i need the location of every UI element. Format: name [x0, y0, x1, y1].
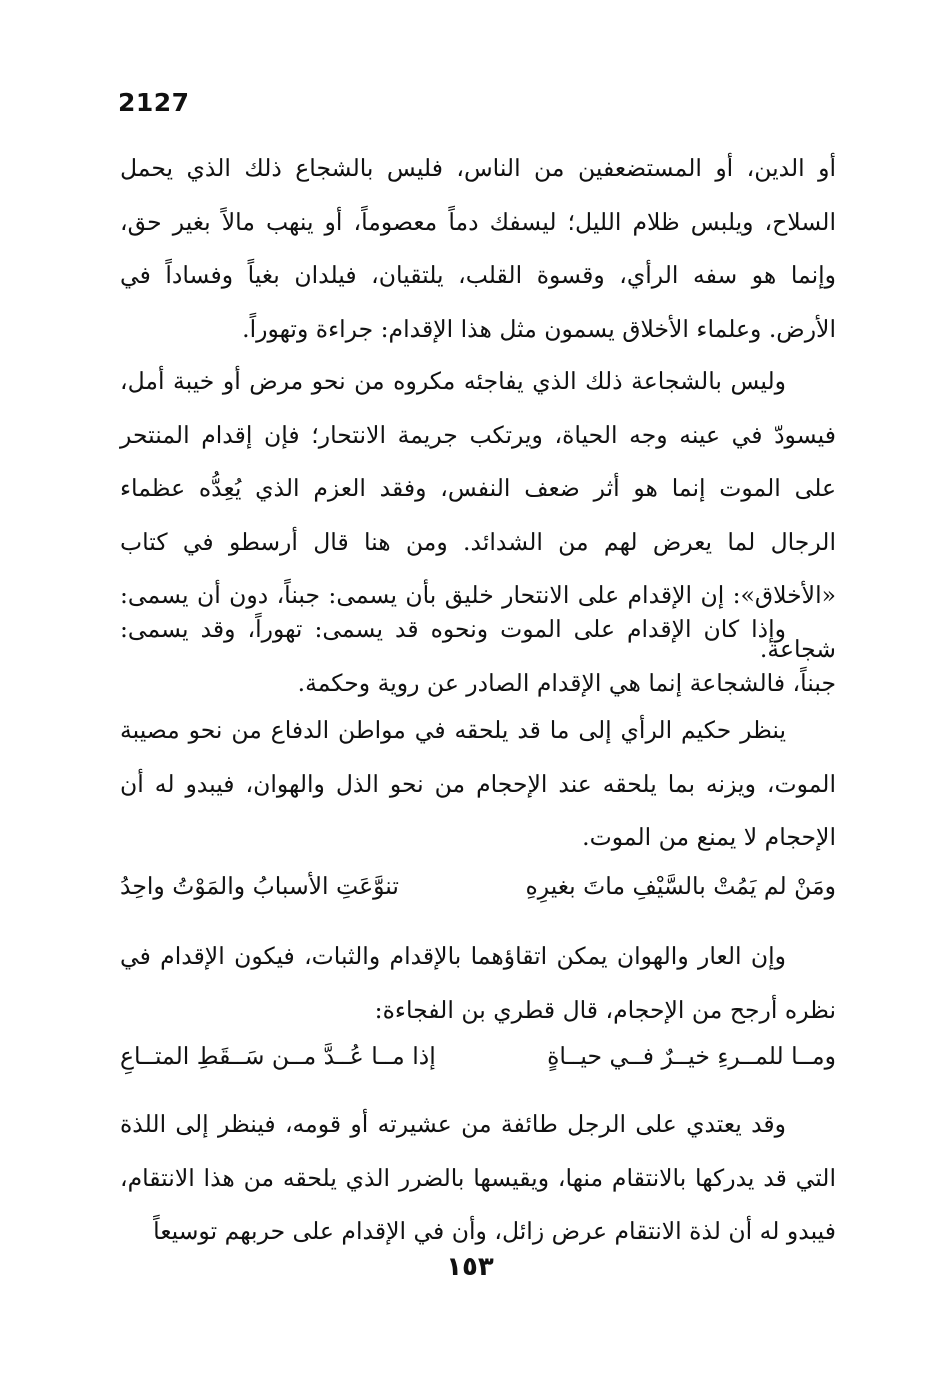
verse-line-1 — [120, 860, 836, 914]
page-number-top: 2127 — [118, 88, 190, 117]
paragraph-block-5 — [120, 930, 836, 1037]
verse-first-hemistich: ومَنْ لم يَمُتْ بالسَّيْفِ ماتَ بغيرِهِ — [525, 872, 836, 900]
paragraph: وليس بالشجاعة ذلك الذي يفاجئه مكروه من نحو مرض أو خيبة أمل، فيسودّ في عينه وجه الحياة، ويرتكب جريمة الانتحار؛ فإن إقدام المنتحر على الموت إنما هو أثر ضعف النفس، وفقد العزم الذي يُعِدُّه عظماء الرجال لما يعرض لهم من الشدائد. ومن هنا قال أرسطو في كتاب «الأخلاق»: إن الإقدام على الانتحار خليق بأن يسمى: جبناً، دون أن يسمى: شجاعة. — [120, 367, 836, 663]
verse-second-hemistich: تنوَّعَتِ الأسبابُ والمَوْتُ واحِدُ — [120, 872, 399, 900]
page-number-bottom: ١٥٣ — [446, 1252, 494, 1282]
paragraph: ينظر حكيم الرأي إلى ما قد يلحقه في مواطن الدفاع من نحو مصيبة الموت، ويزنه بما يلحقه عند الإحجام من نحو الذل والهوان، فيبدو له أن الإحجام لا يمنع من الموت. — [120, 716, 836, 851]
paragraph-block-4 — [120, 704, 836, 865]
paragraph: أو الدين، أو المستضعفين من الناس، فليس بالشجاع ذلك الذي يحمل السلاح، ويلبس ظلام الليل؛ ليسفك دماً معصوماً، أو ينهب مالاً بغير حق، وإنما هو سفه الرأي، وقسوة القلب، يلتقيان، فيلدان بغياً وفساداً في الأرض. وعلماء الأخلاق يسمون مثل هذا الإقدام: جراءة وتهوراً. — [120, 154, 836, 343]
paragraph: وإن العار والهوان يمكن اتقاؤهما بالإقدام والثبات، فيكون الإقدام في نظره أرجح من الإحجام، قال قطري بن الفجاءة: — [120, 942, 836, 1024]
paragraph-block-6 — [120, 1098, 836, 1259]
paragraph: وقد يعتدي على الرجل طائفة من عشيرته أو قومه، فينظر إلى اللذة التي قد يدركها بالانتقام منها، ويقيسها بالضرر الذي يلحقه من هذا الانتقام، فيبدو له أن لذة الانتقام عرض زائل، وأن في الإقدام على حربهم توسيعاً — [120, 1110, 836, 1245]
verse-line-2 — [120, 1030, 836, 1084]
verse-first-hemistich: ومــا للمــرءِ خيــرٌ فــي حيــاةٍ — [547, 1042, 836, 1070]
paragraph-block-1 — [120, 142, 836, 356]
paragraph-block-3 — [120, 603, 836, 710]
verse-second-hemistich: إذا مــا عُــدَّ مــن سَــقَطِ المتــاعِ — [120, 1042, 436, 1070]
paragraph: وإذا كان الإقدام على الموت ونحوه قد يسمى: تهوراً، وقد يسمى: جبناً، فالشجاعة إنما هي الإقدام الصادر عن روية وحكمة. — [120, 615, 836, 697]
